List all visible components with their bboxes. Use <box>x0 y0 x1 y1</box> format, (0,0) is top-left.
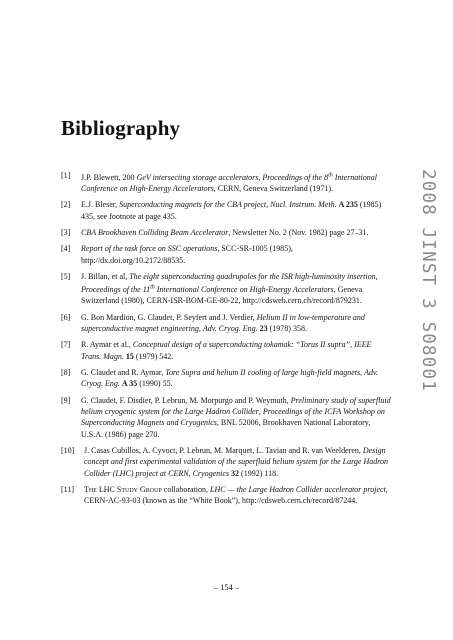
reference-text-segment: GeV intersecting storage accelerators <box>136 172 259 182</box>
reference-text-segment: (1992) 118. <box>239 468 279 478</box>
reference-text-segment: , <box>350 340 355 350</box>
reference-number: [4] <box>61 244 71 254</box>
reference-text-segment: Cryogenics <box>192 468 230 478</box>
reference-text-segment: (1985) 435, see footnote at page 435. <box>81 200 382 221</box>
reference-text <box>81 200 381 220</box>
reference-text-segment: J. Billan, et al, <box>81 272 130 282</box>
reference-text <box>81 396 391 439</box>
reference-entry <box>61 312 391 335</box>
reference-text-segment: (1978) 358. <box>267 324 307 334</box>
reference-number: [2] <box>61 200 71 210</box>
reference-entry <box>61 367 391 390</box>
reference-text-segment: G. Claudet, F. Disdier, P. Lebrun, M. Morpurgo and P. Weymuth, <box>81 395 291 405</box>
reference-entry <box>61 199 391 222</box>
reference-entry <box>61 170 391 194</box>
reference-text-segment: R. Aymar et al., <box>81 340 133 350</box>
reference-text-segment: Helium II in low-temperature and superconductive magnet engineering <box>81 312 365 334</box>
reference-text-segment: , CERN-AC-93-03 (known as the “White Book”), http://cdsweb.cern.ch/record/87244. <box>84 485 388 506</box>
reference-text <box>81 228 369 237</box>
reference-number: [10] <box>61 446 75 456</box>
reference-number: [11] <box>61 485 75 495</box>
reference-text <box>81 340 371 360</box>
reference-text <box>81 173 377 193</box>
reference-text-segment: J. Casas Cubillos, A. Cyvoct, P. Lebrun, M. Marquet, L. Tavian and R. van Weelderen, <box>84 446 363 456</box>
reference-text-segment: , <box>188 468 193 478</box>
reference-text-segment: 23 <box>259 324 268 334</box>
reference-entry <box>61 243 391 266</box>
reference-text-segment: IEEE Trans. Magn. <box>81 340 372 361</box>
reference-text-segment: (1990) 55. <box>137 379 173 389</box>
reference-text-segment: , <box>266 200 271 210</box>
reference-text-segment: Preliminary study of superfluid helium cryogenic system for the Large Hadron Collider <box>81 395 391 417</box>
reference-number: [6] <box>61 312 71 322</box>
reference-text-segment: , <box>360 368 365 378</box>
reference-text <box>81 368 378 388</box>
reference-text-segment: A 235 <box>338 200 358 210</box>
section-title: Bibliography <box>61 116 181 140</box>
reference-number: [7] <box>61 340 71 350</box>
reference-text <box>84 485 388 505</box>
reference-number: [9] <box>61 395 71 405</box>
reference-text-segment: th <box>150 284 155 291</box>
reference-text-segment: Report of the task force on SSC operations <box>81 244 218 254</box>
reference-entry <box>61 395 391 440</box>
reference-number: [1] <box>61 171 71 180</box>
reference-text <box>81 313 365 333</box>
reference-text-segment: CBA Brookhaven Colliding Beam Accelerator <box>81 228 229 238</box>
reference-text-segment: Proceedings of the ICFA Workshop on Superconducting Magnets and Cryogenics <box>81 407 385 428</box>
reference-text-segment: 15 <box>125 351 134 361</box>
reference-text-segment: The eight superconducting quadrupoles for the ISR high-luminosity insertion, Proceedings of the 11 <box>81 272 378 295</box>
reference-text-segment: J.P. Blewett, 200 <box>81 172 137 182</box>
reference-entry <box>61 484 391 507</box>
reference-text-segment: Nucl. Instrum. Meth. <box>270 200 337 210</box>
reference-number: [5] <box>61 272 71 282</box>
reference-text-segment: G. Bon Mardion, G. Claudet, P. Seyfert and J. Verdier, <box>81 312 257 322</box>
reference-entry <box>61 227 391 238</box>
reference-text-segment: The LHC Study Group <box>84 485 162 495</box>
reference-text-segment: Superconducting magnets for the CBA project <box>119 200 267 210</box>
bibliography-list <box>61 170 391 512</box>
reference-text-segment: Adv. Cryog. Eng. <box>202 324 258 334</box>
reference-text-segment: Design concept and first experimental validation of the superfluid helium system for the Large Hadron Collider (LHC) project at CERN <box>84 446 389 478</box>
reference-text-segment: , <box>198 324 203 334</box>
reference-text-segment: , SCC-SR-1005 (1985), http://dx.doi.org/10.2172/88535. <box>81 244 293 265</box>
reference-text-segment: International Conference on High-Energy Accelerators <box>154 285 334 295</box>
reference-text-segment: Conceptual design of a superconducting tokamak: “Torus II supra” <box>132 340 351 350</box>
reference-text-segment: (1979) 542. <box>133 351 174 361</box>
reference-text-segment: LHC — the Large Hadron Collider accelerator project <box>210 485 386 495</box>
reference-text-segment: Adv. Cryog. Eng. <box>81 368 378 389</box>
reference-entry <box>61 445 391 479</box>
reference-text-segment: G. Claudet and R. Aymar, <box>81 368 166 378</box>
reference-entry <box>61 271 391 307</box>
reference-text-segment: Tore Supra and helium II cooling of large high-field magnets <box>165 368 361 378</box>
reference-entry <box>61 339 391 362</box>
reference-text-segment: , <box>258 172 263 182</box>
reference-text-segment: th <box>328 172 333 178</box>
reference-text-segment: , BNL 52006, Brookhaven National Laboratory, U.S.A. (1986) page 270. <box>81 418 371 439</box>
reference-text-segment: Proceedings of the 8 <box>262 172 329 182</box>
reference-text-segment: 32 <box>231 468 240 478</box>
reference-number: [8] <box>61 368 71 378</box>
reference-text-segment: , <box>258 407 263 417</box>
reference-text-segment: E.J. Bleser, <box>81 200 120 210</box>
reference-text-segment: , CERN, Geneva Switzerland (1971). <box>213 183 334 193</box>
reference-number: [3] <box>61 228 71 238</box>
reference-text-segment: A 35 <box>121 379 138 389</box>
reference-text-segment: , Geneva Switzerland (1980), CERN-ISR-BOM-GE-80-22, http://cdsweb.cern.ch/record/879231. <box>81 285 363 306</box>
reference-text-segment: collaboration, <box>161 485 210 495</box>
reference-text <box>81 244 293 264</box>
reference-text <box>81 272 378 305</box>
page-number: – 154 – <box>213 582 240 592</box>
reference-text-segment: International Conference on High-Energy Accelerators <box>81 172 377 193</box>
reference-text-segment: , Newsletter No. 2 (Nov. 1982) page 27–31. <box>228 228 369 238</box>
reference-text <box>84 446 388 478</box>
margin-stamp: 2008 JINST 3 S08001 <box>418 169 438 392</box>
